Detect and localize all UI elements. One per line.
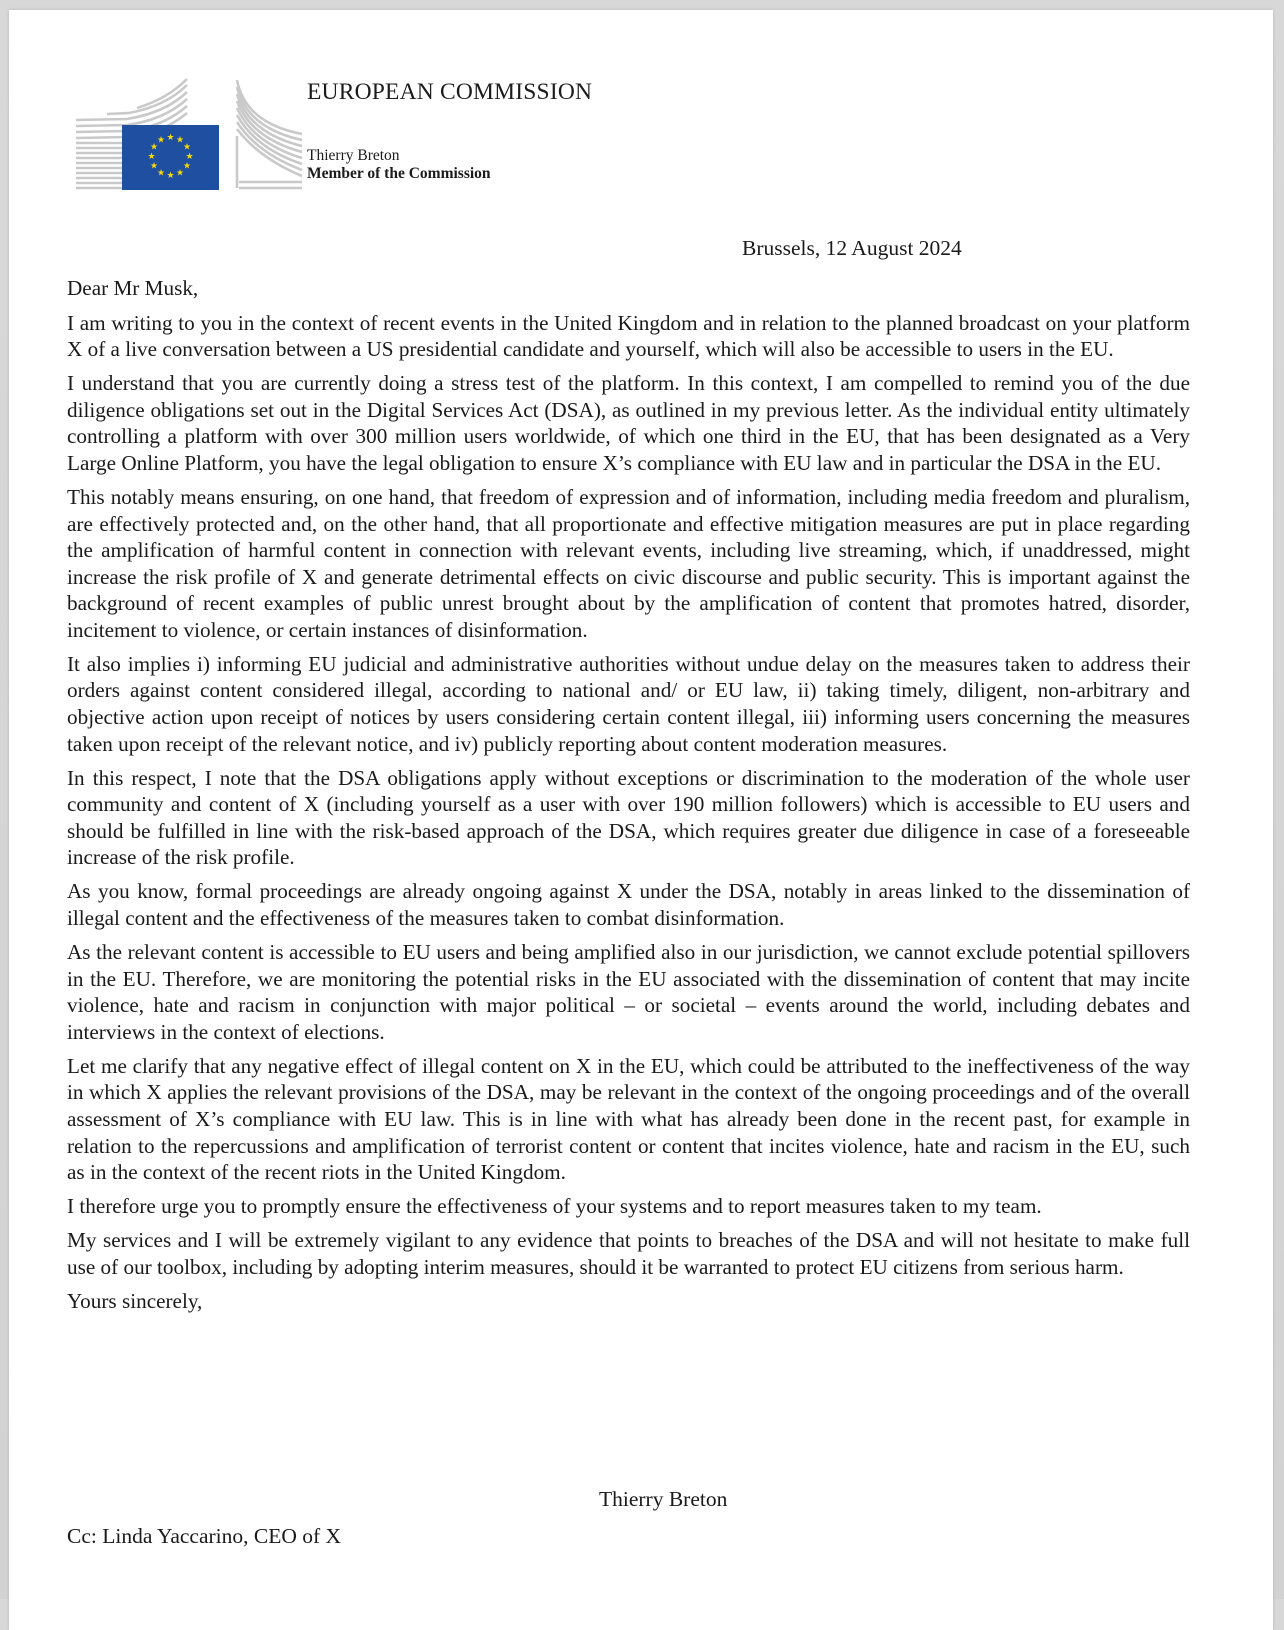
paragraph: As you know, formal proceedings are already ongoing against X under the DSA, notably in areas linked to the dissemination of illegal content and the effectiveness of the measures taken to combat disinformation. xyxy=(67,879,1190,931)
closing: Yours sincerely, xyxy=(67,1288,203,1313)
svg-text:★: ★ xyxy=(156,168,166,179)
svg-text:★: ★ xyxy=(175,135,185,146)
paragraph: This notably means ensuring, on one hand, that freedom of expression and of information, including media freedom and pluralism, are effectively protected and, on the other hand, that all proportionate and effective mitigation measures are put in place regarding the amplification of harmful content in connection with relevant events, including live streaming, which, if unaddressed, might increase the risk profile of X and generate detrimental effects on civic discourse and public security. This is important against the background of recent examples of public unrest brought about by the amplification of content that promotes hatred, disorder, incitement to violence, or certain instances of disinformation. xyxy=(67,484,1190,642)
european-commission-logo-icon xyxy=(67,68,307,198)
salutation: Dear Mr Musk, xyxy=(67,276,199,300)
svg-text:★: ★ xyxy=(147,152,156,162)
svg-text:★: ★ xyxy=(185,152,194,162)
svg-text:★: ★ xyxy=(149,142,159,153)
organization-name: EUROPEAN COMMISSION xyxy=(307,79,593,105)
svg-text:★: ★ xyxy=(182,161,192,172)
paragraph: As the relevant content is accessible to EU users and being amplified also in our jurisdiction, we cannot exclude potential spillovers in the EU. Therefore, we are monitoring the potential risks in the EU associated with the dissemination of content that may incite violence, hate and racism in conjunction with major political – or societal – events around the world, including debates and interviews in the context of elections. xyxy=(67,940,1190,1044)
sender-role: Member of the Commission xyxy=(307,165,491,182)
svg-text:★: ★ xyxy=(149,161,159,172)
svg-text:★: ★ xyxy=(166,171,175,181)
signature-name: Thierry Breton xyxy=(599,1487,728,1511)
paragraph: I therefore urge you to promptly ensure the effectiveness of your systems and to report measures taken to my team. xyxy=(67,1194,1042,1219)
paragraph: I am writing to you in the context of recent events in the United Kingdom and in relation to the planned broadcast on your platform X of a live conversation between a US presidential candidate and yourself, which will also be accessible to users in the EU. xyxy=(67,310,1190,362)
svg-text:★: ★ xyxy=(166,133,175,143)
svg-text:★: ★ xyxy=(182,142,192,153)
letter-page xyxy=(9,10,1273,1630)
paragraph: My services and I will be extremely vigilant to any evidence that points to breaches of the DSA and will not hesitate to make full use of our toolbox, including by adopting interim measures, should it be warranted to protect EU citizens from serious harm. xyxy=(67,1228,1190,1279)
cc-line: Cc: Linda Yaccarino, CEO of X xyxy=(67,1524,342,1548)
letter-body xyxy=(67,275,1190,1322)
paragraph: Let me clarify that any negative effect of illegal content on X in the EU, which could be attributed to the ineffectiveness of the way in which X applies the relevant provisions of the DSA, may be relevant in the context of the ongoing proceedings and of the overall assessment of X’s compliance with EU law. This is in line with what has already been done in the recent past, for example in relation to the repercussions and amplification of terrorist content or content that incites violence, hate and racism in the EU, such as in the context of the recent riots in the United Kingdom. xyxy=(67,1053,1190,1185)
svg-text:★: ★ xyxy=(156,135,166,146)
paragraph: It also implies i) informing EU judicial and administrative authorities without undue delay on the measures taken to address their orders against content considered illegal, according to national and/ or EU law, ii) taking timely, diligent, non-arbitrary and objective action upon receipt of notices by users considering certain content illegal, iii) informing users concerning the measures taken upon receipt of the relevant notice, and iv) publicly reporting about content moderation measures. xyxy=(67,651,1190,756)
sender-name: Thierry Breton xyxy=(307,147,400,164)
paragraph: In this respect, I note that the DSA obligations apply without exceptions or discrimination to the moderation of the whole user community and content of X (including yourself as a user with over 190 million followers) which is accessible to EU users and should be fulfilled in line with the risk-based approach of the DSA, which requires greater due diligence in case of a foreseeable increase of the risk profile. xyxy=(67,765,1190,870)
paragraph: I understand that you are currently doing a stress test of the platform. In this context, I am compelled to remind you of the due diligence obligations set out in the Digital Services Act (DSA), as outlined in my previous letter. As the individual entity ultimately controlling a platform with over 300 million users worldwide, of which one third in the EU, that has been designated as a Very Large Online Platform, you have the legal obligation to ensure X’s compliance with EU law and in particular the DSA in the EU. xyxy=(67,371,1190,475)
svg-text:★: ★ xyxy=(175,168,185,179)
place-date: Brussels, 12 August 2024 xyxy=(742,236,962,260)
